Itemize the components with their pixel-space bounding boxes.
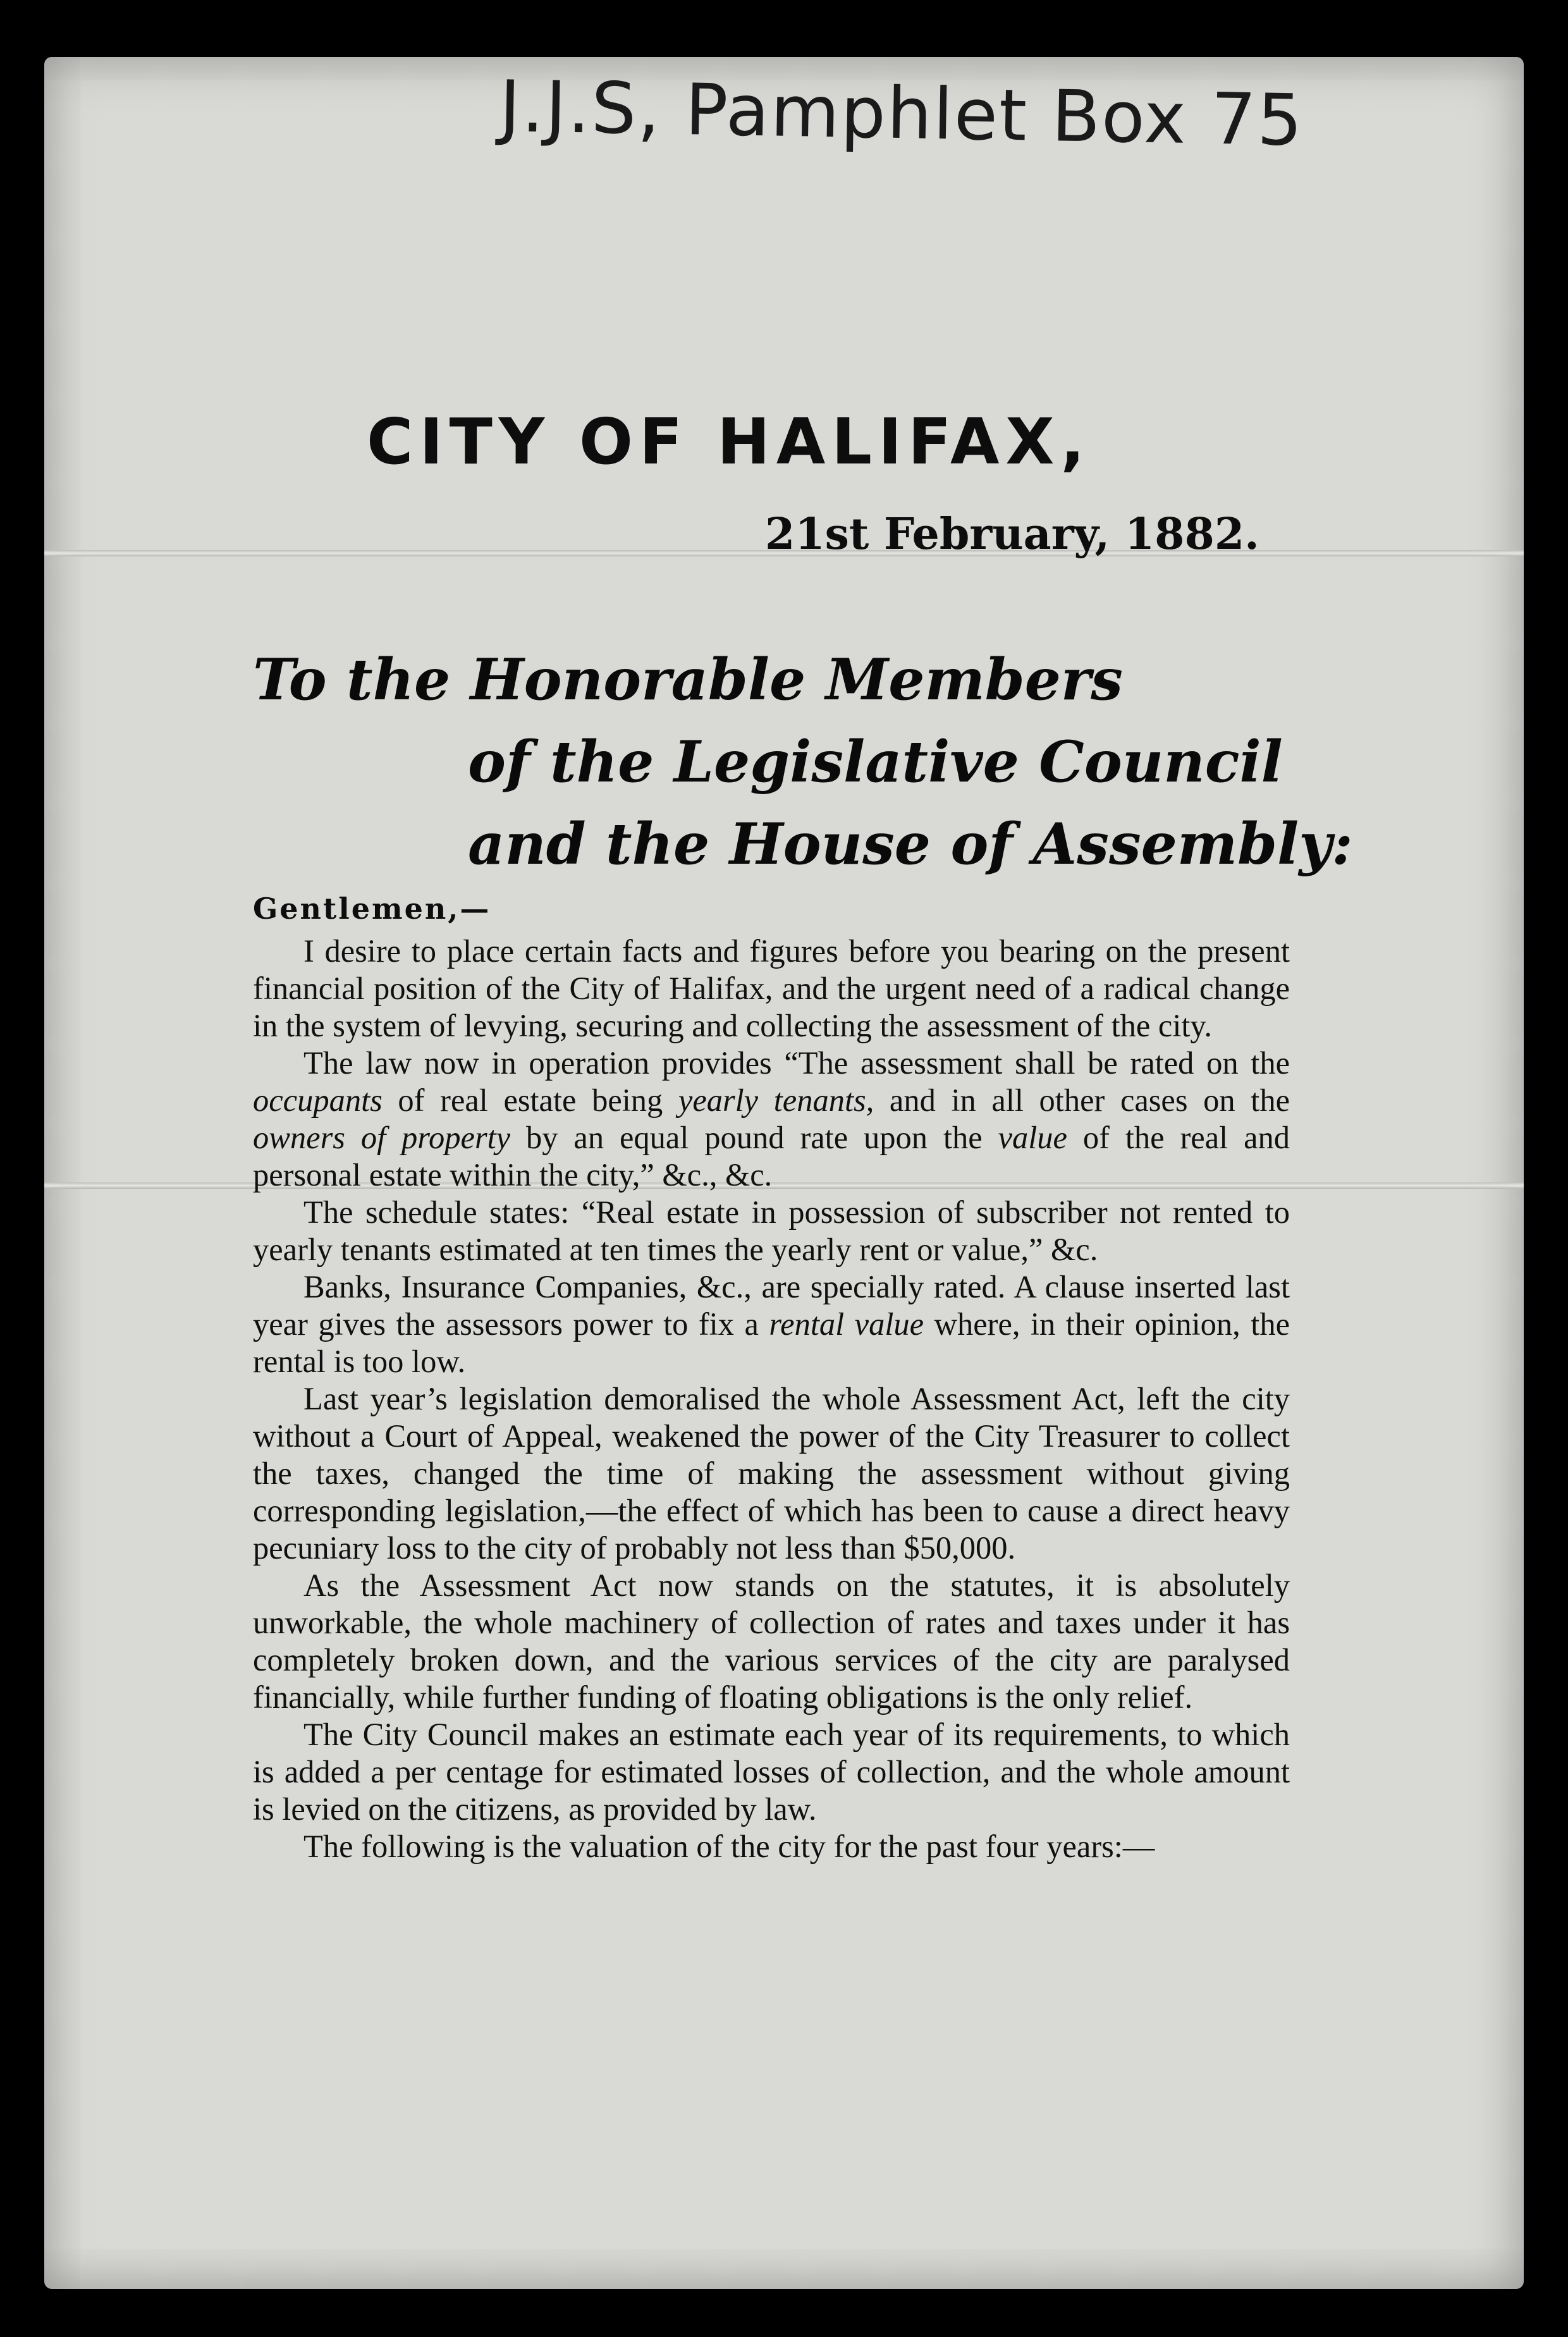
- italic-text: owners of property: [253, 1120, 511, 1155]
- body-paragraph: [253, 1380, 1290, 1567]
- body-paragraph: [253, 933, 1290, 1045]
- body-paragraph: [253, 1268, 1290, 1380]
- paragraph-text: Last year’s legislation demoralised the whole Assessment Act, left the city without a Court of Appeal, weakened the power of the City Treasurer to collect the taxes, changed the time of making the assessment without giving corresponding legislation,—the effect of which has been to cause a direct heavy pecuniary loss to the city of probably not less than $50,000.: [253, 1381, 1290, 1566]
- body-paragraph: [253, 1045, 1290, 1194]
- paragraph-text: The law now in operation provides “The assessment shall be rated on the: [303, 1045, 1290, 1081]
- letter-body: [253, 933, 1290, 1865]
- greeting: Gentlemen,—: [253, 892, 491, 926]
- paragraph-text: The schedule states: “Real estate in possession of subscriber not rented to yearly tenants estimated at ten times the yearly rent or value,” &c.: [253, 1194, 1290, 1267]
- salutation-line: To the Honorable Members: [253, 646, 1123, 713]
- salutation: [253, 639, 1353, 885]
- paragraph-text: by an equal pound rate upon the: [510, 1120, 998, 1155]
- handwritten-archive-label: J.J.S, Pamphlet Box 75: [498, 65, 1304, 163]
- body-paragraph: [253, 1828, 1290, 1865]
- body-paragraph: [253, 1716, 1290, 1828]
- italic-text: value: [998, 1120, 1067, 1155]
- paragraph-text: The following is the valuation of the city for the past four years:—: [303, 1829, 1155, 1864]
- body-paragraph: [253, 1194, 1290, 1268]
- paragraph-text: where, in their opinion, the rental is too low.: [253, 1306, 1290, 1379]
- paragraph-text: I desire to place certain facts and figures before you bearing on the present financial position of the City of Halifax, and the urgent need of a radical change in the system of levying, securing and collecting the assessment of the city.: [253, 933, 1290, 1043]
- document-title: CITY OF HALIFAX,: [367, 405, 1091, 479]
- italic-text: rental value: [769, 1306, 924, 1342]
- italic-text: yearly tenants,: [678, 1083, 874, 1118]
- paragraph-text: and in all other cases on the: [874, 1083, 1290, 1118]
- salutation-line: of the Legislative Council: [468, 728, 1283, 795]
- salutation-line: and the House of Assembly:: [468, 811, 1353, 878]
- italic-text: occupants: [253, 1083, 383, 1118]
- body-paragraph: [253, 1567, 1290, 1716]
- paragraph-text: of the real and personal estate within the city,” &c., &c.: [253, 1120, 1290, 1193]
- paragraph-text: The City Council makes an estimate each year of its requirements, to which is added a per centage for estimated losses of collection, and the whole amount is levied on the citizens, as provided by law.: [253, 1717, 1290, 1827]
- paragraph-text: Banks, Insurance Companies, &c., are specially rated. A clause inserted last year gives the assessors power to fix a: [253, 1269, 1290, 1342]
- paragraph-text: of real estate being: [382, 1083, 678, 1118]
- paragraph-text: As the Assessment Act now stands on the statutes, it is absolutely unworkable, the whole machinery of collection of rates and taxes under it has completely broken down, and the various services of the city are paralysed financially, while further funding of floating obligations is the only relief.: [253, 1567, 1290, 1715]
- document-date: 21st February, 1882.: [765, 509, 1259, 560]
